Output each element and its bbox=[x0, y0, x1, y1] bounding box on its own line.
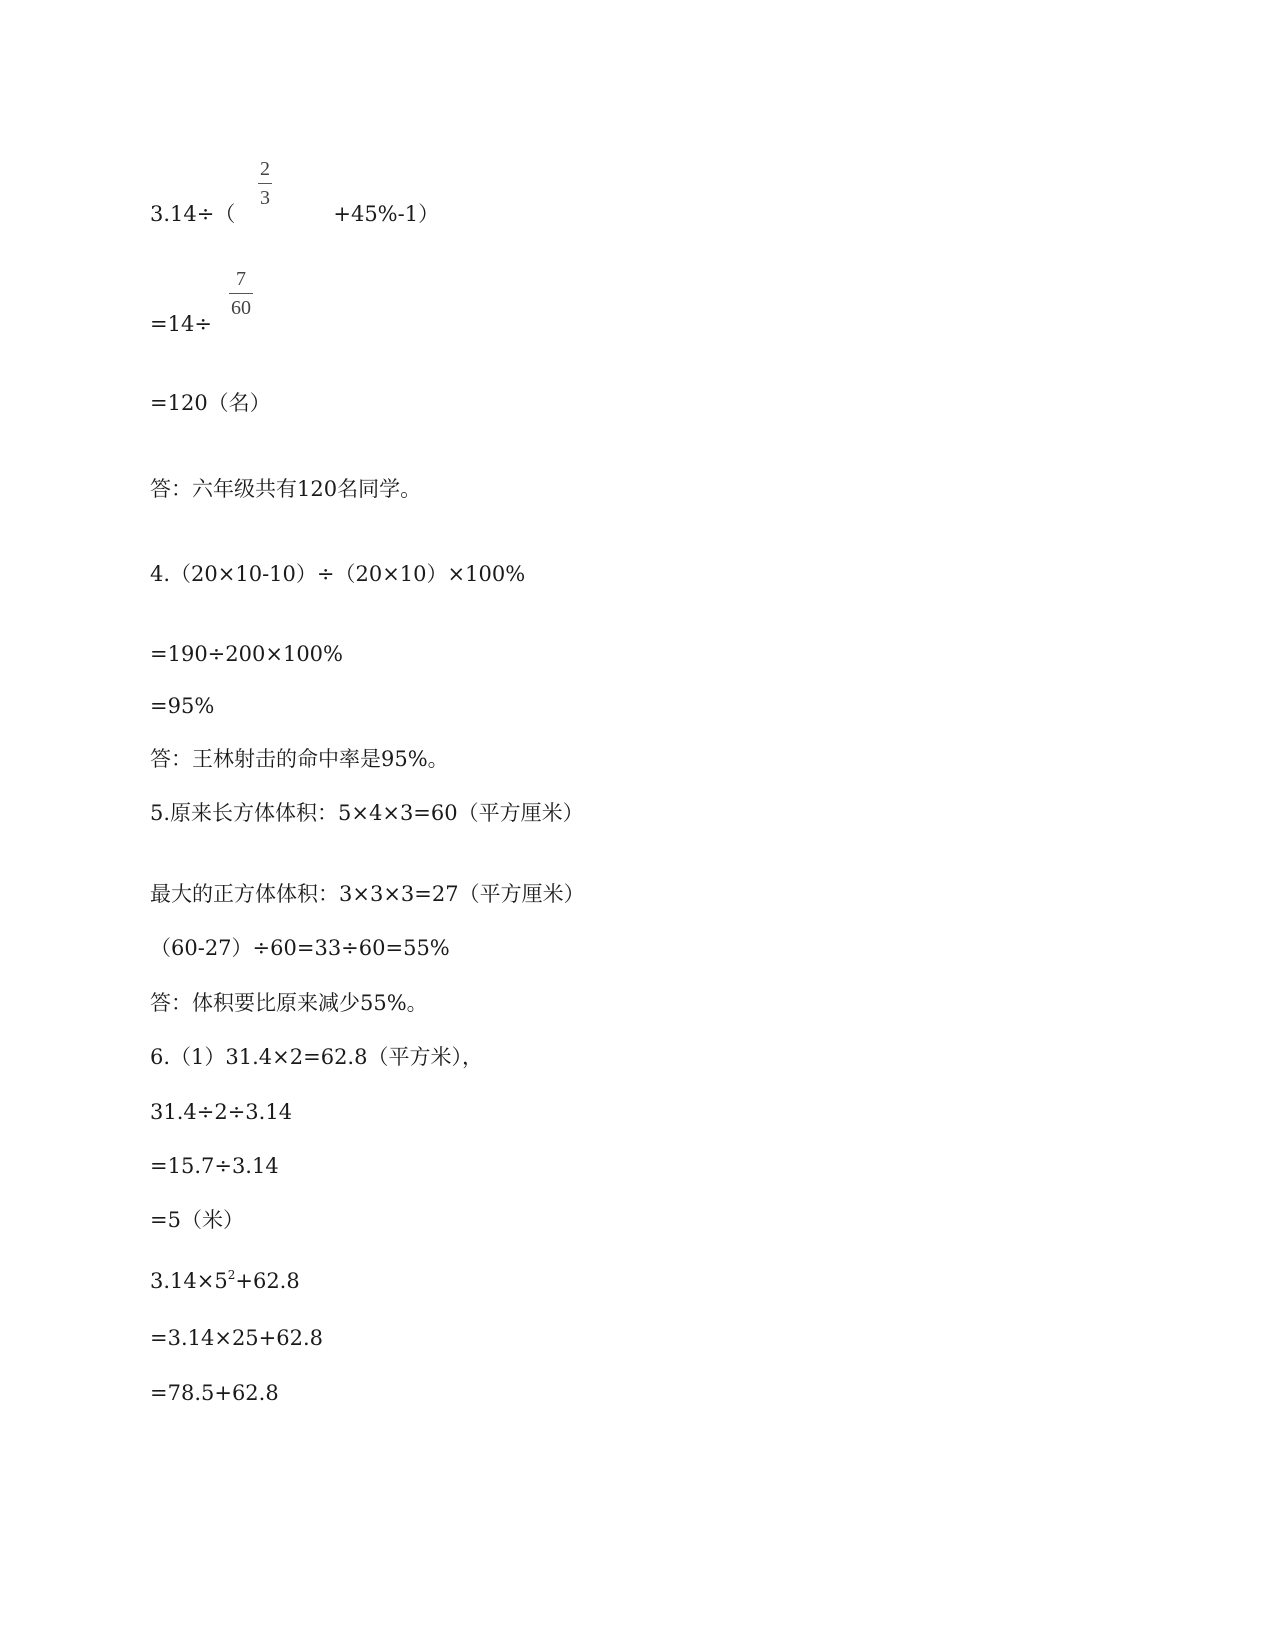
fraction-denominator: 60 bbox=[231, 297, 251, 319]
q3-answer: 答：六年级共有120名同学。 bbox=[150, 477, 422, 501]
q6-line1: 6.（1）31.4×2=62.8（平方米）， bbox=[150, 1045, 483, 1069]
q4-line2: =190÷200×100% bbox=[150, 642, 343, 666]
q3-line1 bbox=[150, 201, 439, 227]
fraction-bar bbox=[258, 183, 272, 184]
q6-line5-suffix: +62.8 bbox=[235, 1269, 300, 1293]
q3-line1-prefix: 3.14÷（ bbox=[150, 202, 236, 226]
q6-line5-prefix: 3.14×5 bbox=[150, 1269, 228, 1293]
q3-line1-suffix: +45%-1） bbox=[333, 202, 440, 226]
q3-line3: =120（名） bbox=[150, 391, 271, 415]
q6-line3: =15.7÷3.14 bbox=[150, 1154, 279, 1178]
q5-line1: 5.原来长方体体积：5×4×3=60（平方厘米） bbox=[150, 801, 584, 825]
q4-line1: 4.（20×10-10）÷（20×10）×100% bbox=[150, 562, 526, 586]
exponent: 2 bbox=[227, 1268, 236, 1282]
q5-line3: （60-27）÷60=33÷60=55% bbox=[150, 936, 450, 960]
fraction-denominator: 3 bbox=[260, 187, 270, 209]
q4-answer: 答：王林射击的命中率是95%。 bbox=[150, 747, 449, 771]
q5-answer: 答：体积要比原来减少55%。 bbox=[150, 991, 428, 1015]
fraction-seven-sixtieths bbox=[229, 268, 253, 319]
q6-line7: =78.5+62.8 bbox=[150, 1381, 279, 1405]
q6-line6: =3.14×25+62.8 bbox=[150, 1326, 324, 1350]
q6-line5 bbox=[150, 1268, 300, 1294]
q5-line2: 最大的正方体体积：3×3×3=27（平方厘米） bbox=[150, 882, 585, 906]
q6-line4: =5（米） bbox=[150, 1208, 244, 1232]
fraction-bar bbox=[229, 293, 253, 294]
q3-line2: =14÷ bbox=[150, 312, 212, 336]
fraction-numerator: 7 bbox=[236, 268, 246, 290]
q4-line3: =95% bbox=[150, 694, 215, 718]
q6-line2: 31.4÷2÷3.14 bbox=[150, 1100, 293, 1124]
fraction-numerator: 2 bbox=[260, 158, 270, 180]
